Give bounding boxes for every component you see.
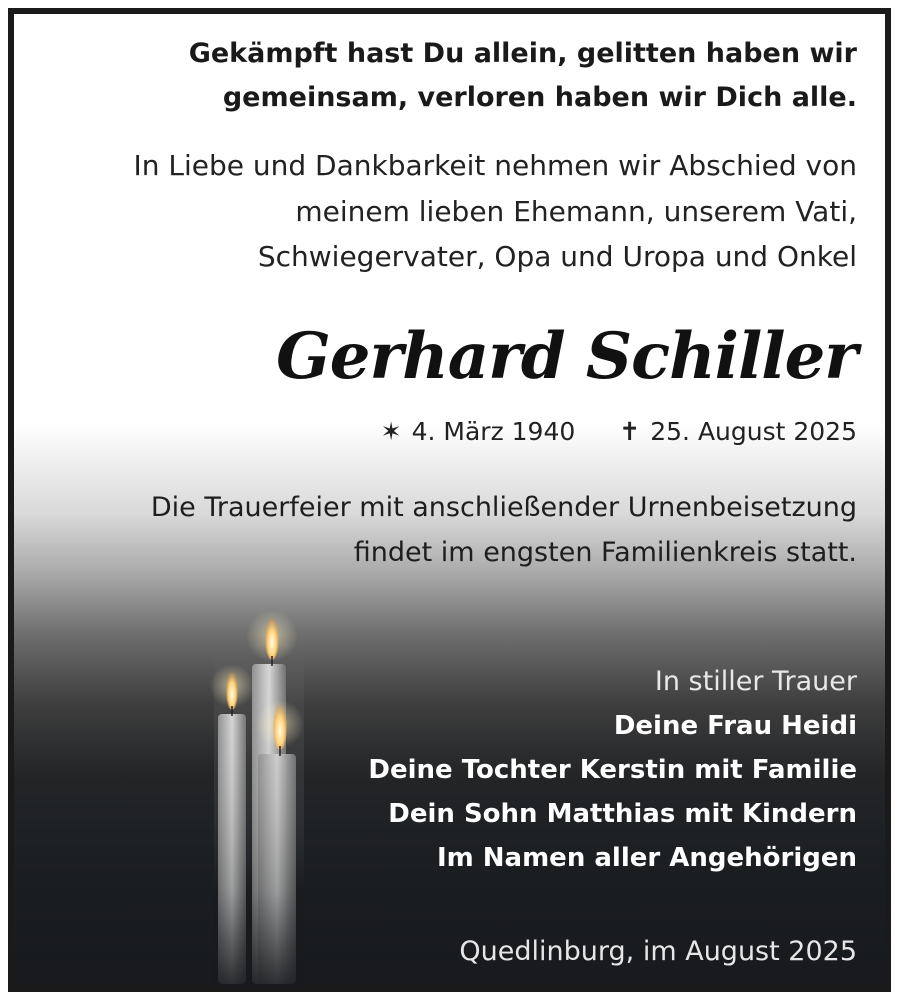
motto-line-1: Gekämpft hast Du allein, gelitten haben wir xyxy=(188,38,857,69)
mourners-intro: In stiller Trauer xyxy=(654,666,857,697)
intro-line-3: Schwiegervater, Opa und Uropa und Onkel xyxy=(257,240,857,273)
intro-line-1: In Liebe und Dankbarkeit nehmen wir Abschied von xyxy=(133,149,857,182)
birth-date: 4. März 1940 xyxy=(411,417,576,446)
birth-star-icon: ✶ xyxy=(380,417,402,446)
death-date: 25. August 2025 xyxy=(650,417,857,446)
candles-illustration xyxy=(194,594,354,992)
mourner-line: Deine Frau Heidi xyxy=(613,711,857,741)
intro-line-2: meinem lieben Ehemann, unserem Vati, xyxy=(295,195,857,228)
deceased-name: Gerhard Schiller xyxy=(276,319,857,394)
death-cross-icon: ✝ xyxy=(619,417,641,446)
mourner-line: Deine Tochter Kerstin mit Familie xyxy=(368,755,857,785)
ceremony-line-2: findet im engsten Familienkreis statt. xyxy=(353,537,857,568)
obituary-notice xyxy=(8,8,891,992)
mourner-line: Dein Sohn Matthias mit Kindern xyxy=(388,799,857,829)
mourner-line: Im Namen aller Angehörigen xyxy=(436,843,857,873)
ceremony-line-1: Die Trauerfeier mit anschließender Urnenbeisetzung xyxy=(150,492,857,523)
motto-line-2: gemeinsam, verloren haben wir Dich alle. xyxy=(222,82,857,113)
life-dates xyxy=(381,417,857,446)
place-date: Quedlinburg, im August 2025 xyxy=(459,936,857,967)
